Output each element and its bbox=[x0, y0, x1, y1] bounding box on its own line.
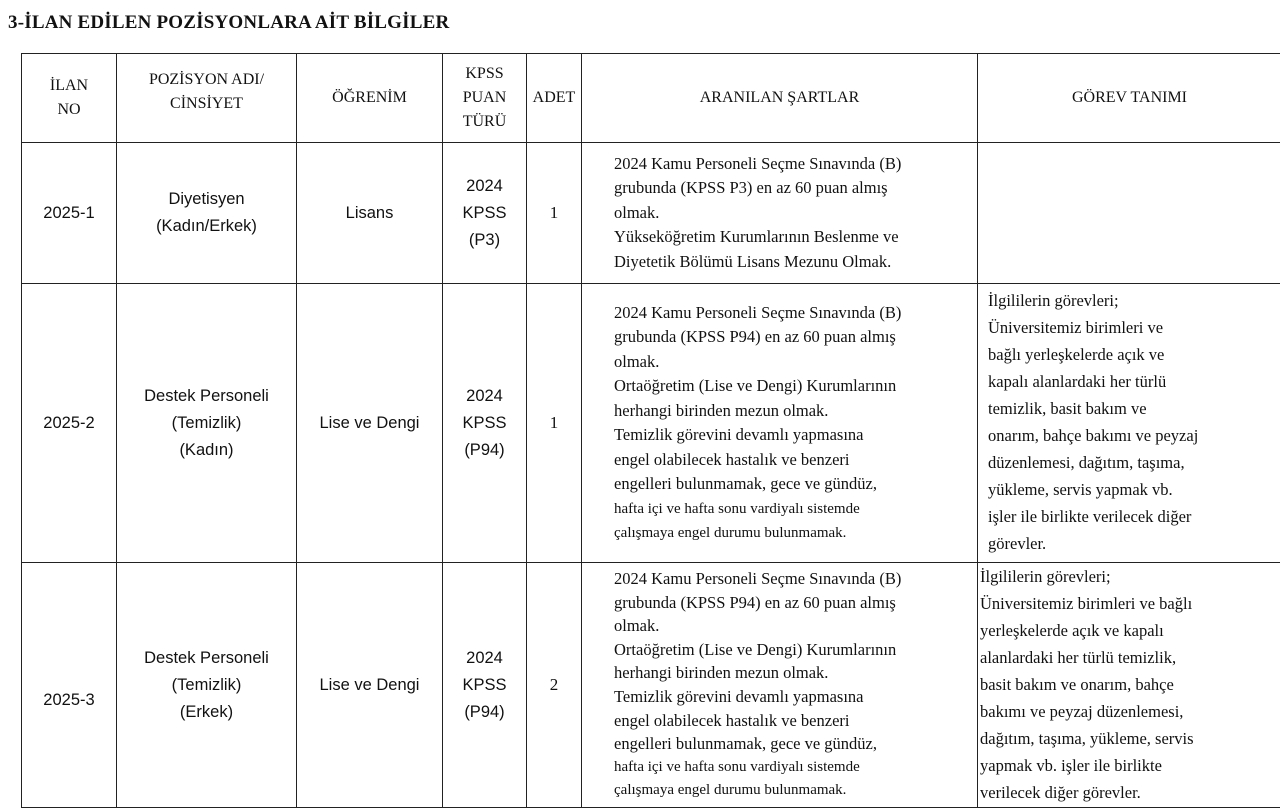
ilan-no-cell: 2025-3 bbox=[22, 563, 117, 808]
ilan-no-cell: 2025-2 bbox=[22, 284, 117, 563]
pozisyon-cell: Diyetisyen (Kadın/Erkek) bbox=[117, 143, 297, 284]
ogrenim-cell: Lise ve Dengi bbox=[297, 284, 443, 563]
ogrenim-cell: Lisans bbox=[297, 143, 443, 284]
sartlar-cell: 2024 Kamu Personeli Seçme Sınavında (B) grubunda (KPSS P3) en az 60 puan almış olmak. Yükseköğretim Kurumlarının Beslenme ve Diyetetik Bölümü Lisans Mezunu Olmak. bbox=[582, 143, 978, 284]
ogrenim-cell: Lise ve Dengi bbox=[297, 563, 443, 808]
kpss-cell: 2024 KPSS (P3) bbox=[443, 143, 527, 284]
pozisyon-cell: Destek Personeli (Temizlik) (Erkek) bbox=[117, 563, 297, 808]
header-adet: ADET bbox=[527, 54, 582, 143]
header-row bbox=[22, 54, 1280, 143]
header-kpss: KPSS PUAN TÜRÜ bbox=[443, 54, 527, 143]
sartlar-cell: 2024 Kamu Personeli Seçme Sınavında (B) grubunda (KPSS P94) en az 60 puan almış olmak. Ortaöğretim (Lise ve Dengi) Kurumlarının herhangi birinden mezun olmak. Temizlik görevini devamlı yapmasına engel olabilecek hastalık ve benzeri engelleri bulunmamak, gece ve gündüz, hafta içi ve hafta sonu vardiyalı sistemde çalışmaya engel durumu bulunmamak. bbox=[582, 284, 978, 563]
kpss-cell: 2024 KPSS (P94) bbox=[443, 284, 527, 563]
header-ogrenim: ÖĞRENİM bbox=[297, 54, 443, 143]
header-pozisyon: POZİSYON ADI/ CİNSİYET bbox=[117, 54, 297, 143]
pozisyon-cell: Destek Personeli (Temizlik) (Kadın) bbox=[117, 284, 297, 563]
header-sartlar: ARANILAN ŞARTLAR bbox=[582, 54, 978, 143]
page-title: 3-İLAN EDİLEN POZİSYONLARA AİT BİLGİLER bbox=[8, 12, 449, 34]
adet-cell: 1 bbox=[527, 143, 582, 284]
header-gorev: GÖREV TANIMI bbox=[978, 54, 1280, 143]
adet-cell: 2 bbox=[527, 563, 582, 808]
positions-table bbox=[21, 53, 1280, 808]
table-row bbox=[22, 284, 1280, 563]
table-row bbox=[22, 143, 1280, 284]
table-row bbox=[22, 563, 1280, 808]
adet-cell: 1 bbox=[527, 284, 582, 563]
gorev-cell bbox=[978, 143, 1280, 284]
ilan-no-cell: 2025-1 bbox=[22, 143, 117, 284]
gorev-cell: İlgililerin görevleri; Üniversitemiz birimleri ve bağlı yerleşkelerde açık ve kapalı alanlardaki her türlü temizlik, basit bakım ve onarım, bahçe bakımı ve peyzaj düzenlemesi, dağıtım, taşıma, yükleme, servis yapmak vb. işler ile birlikte verilecek diğer görevler. bbox=[978, 563, 1280, 808]
kpss-cell: 2024 KPSS (P94) bbox=[443, 563, 527, 808]
header-ilan-no: İLAN NO bbox=[22, 54, 117, 143]
gorev-cell: İlgililerin görevleri; Üniversitemiz birimleri ve bağlı yerleşkelerde açık ve kapalı alanlardaki her türlü temizlik, basit bakım ve onarım, bahçe bakımı ve peyzaj düzenlemesi, dağıtım, taşıma, yükleme, servis yapmak vb. işler ile birlikte verilecek diğer görevler. bbox=[978, 284, 1280, 563]
sartlar-cell: 2024 Kamu Personeli Seçme Sınavında (B) grubunda (KPSS P94) en az 60 puan almış olmak. Ortaöğretim (Lise ve Dengi) Kurumlarının herhangi birinden mezun olmak. Temizlik görevini devamlı yapmasına engel olabilecek hastalık ve benzeri engelleri bulunmamak, gece ve gündüz, hafta içi ve hafta sonu vardiyalı sistemde çalışmaya engel durumu bulunmamak. bbox=[582, 563, 978, 808]
